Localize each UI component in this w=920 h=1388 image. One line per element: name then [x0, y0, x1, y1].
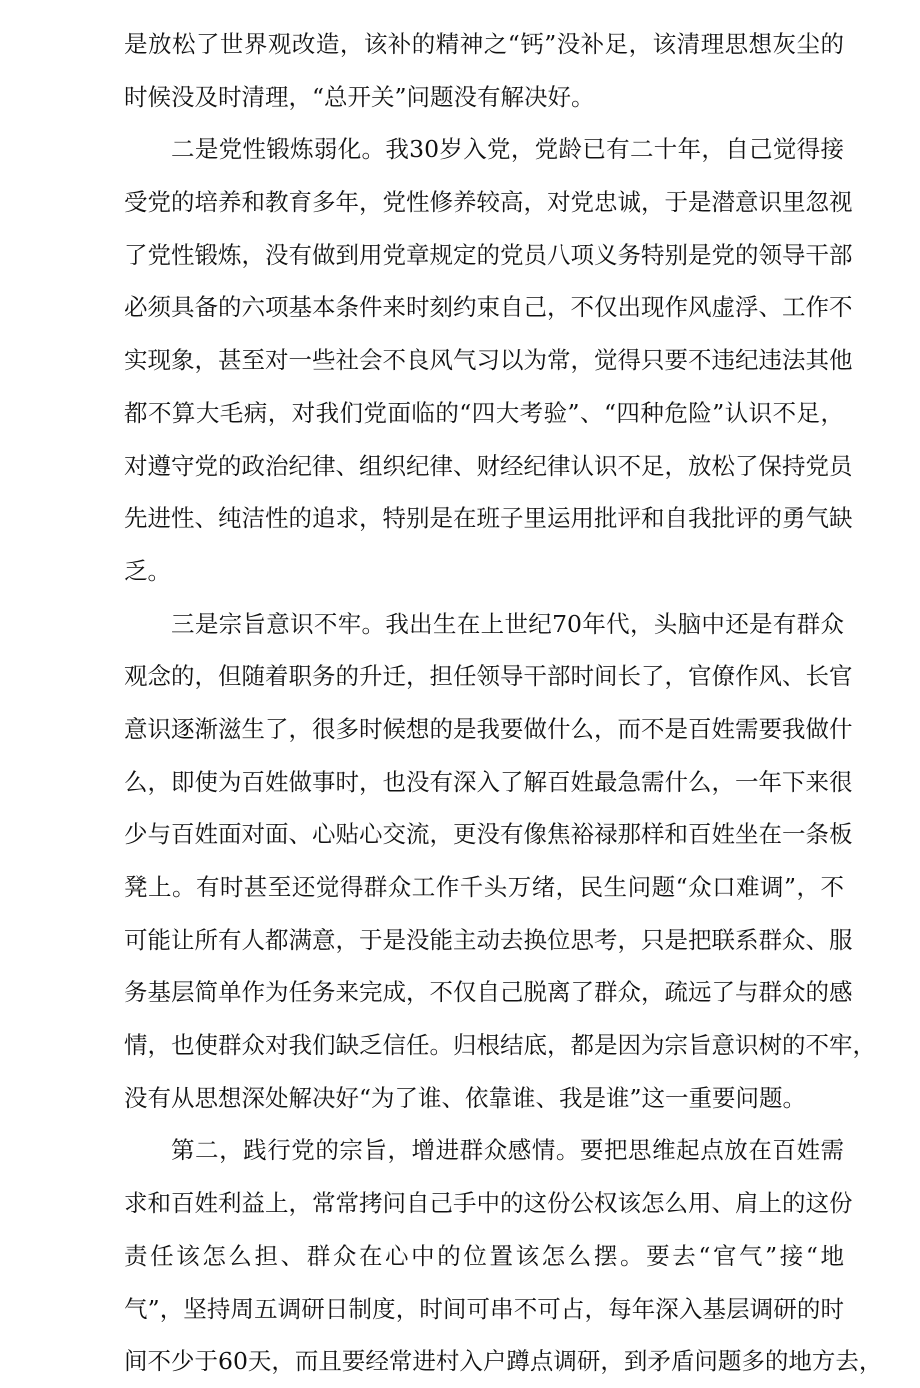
text-line: 意识逐渐滋生了，很多时候想的是我要做什么，而不是百姓需要我做什	[124, 714, 853, 743]
text-line: 了党性锻炼，没有做到用党章规定的党员八项义务特别是党的领导干部	[124, 240, 853, 269]
paragraph-first-line: 第二，践行党的宗旨，增进群众感情。要把思维起点放在百姓需	[171, 1136, 844, 1165]
text-line: 实现象，甚至对一些社会不良风气习以为常，觉得只要不违纪违法其他	[124, 346, 853, 375]
text-line: 先进性、纯洁性的追求，特别是在班子里运用批评和自我批评的勇气缺	[124, 504, 853, 533]
text-line: 责任该怎么担、群众在心中的位置该怎么摆。要去“官气”接“地	[124, 1241, 844, 1270]
text-line: 求和百姓利益上，常常拷问自己手中的这份公权该怎么用、肩上的这份	[124, 1189, 853, 1218]
document-body	[124, 18, 883, 1388]
text-line: 情，也使群众对我们缺乏信任。归根结底，都是因为宗旨意识树的不牢，	[124, 1031, 876, 1060]
text-line: 观念的，但随着职务的升迁，担任领导干部时间长了，官僚作风、长官	[124, 662, 853, 691]
text-line: 务基层简单作为任务来完成，不仅自己脱离了群众，疏远了与群众的感	[124, 978, 853, 1007]
text-line: 可能让所有人都满意，于是没能主动去换位思考，只是把联系群众、服	[124, 925, 853, 954]
text-line: 凳上。有时甚至还觉得群众工作千头万绪，民生问题“众口难调”，不	[124, 873, 844, 901]
paragraph-first-line: 三是宗旨意识不牢。我出生在上世纪70年代，头脑中还是有群众	[171, 609, 844, 638]
text-line: 间不少于60天，而且要经常进村入户蹲点调研，到矛盾问题多的地方去，	[124, 1347, 883, 1376]
text-line: 没有从思想深处解决好“为了谁、依靠谁、我是谁”这一重要问题。	[124, 1083, 807, 1112]
text-line: 少与百姓面对面、心贴心交流，更没有像焦裕禄那样和百姓坐在一条板	[124, 820, 853, 849]
text-line: 么，即使为百姓做事时，也没有深入了解百姓最急需什么，一年下来很	[124, 767, 853, 796]
paragraph-first-line: 二是党性锻炼弱化。我30岁入党，党龄已有二十年，自己觉得接	[171, 135, 844, 164]
text-line: 乏。	[124, 556, 171, 585]
text-line: 受党的培养和教育多年，党性修养较高，对党忠诚，于是潜意识里忽视	[124, 188, 853, 217]
text-line: 对遵守党的政治纪律、组织纪律、财经纪律认识不足，放松了保持党员	[124, 451, 853, 480]
text-line: 气”，坚持周五调研日制度，时间可串不可占，每年深入基层调研的时	[124, 1294, 844, 1323]
text-line: 时候没及时清理，“总开关”问题没有解决好。	[124, 82, 595, 111]
text-line: 都不算大毛病，对我们党面临的“四大考验”、“四种危险”认识不足，	[124, 398, 844, 427]
text-line: 是放松了世界观改造，该补的精神之“钙”没补足，该清理思想灰尘的	[124, 30, 844, 58]
text-line: 必须具备的六项基本条件来时刻约束自己，不仅出现作风虚浮、工作不	[124, 293, 853, 322]
